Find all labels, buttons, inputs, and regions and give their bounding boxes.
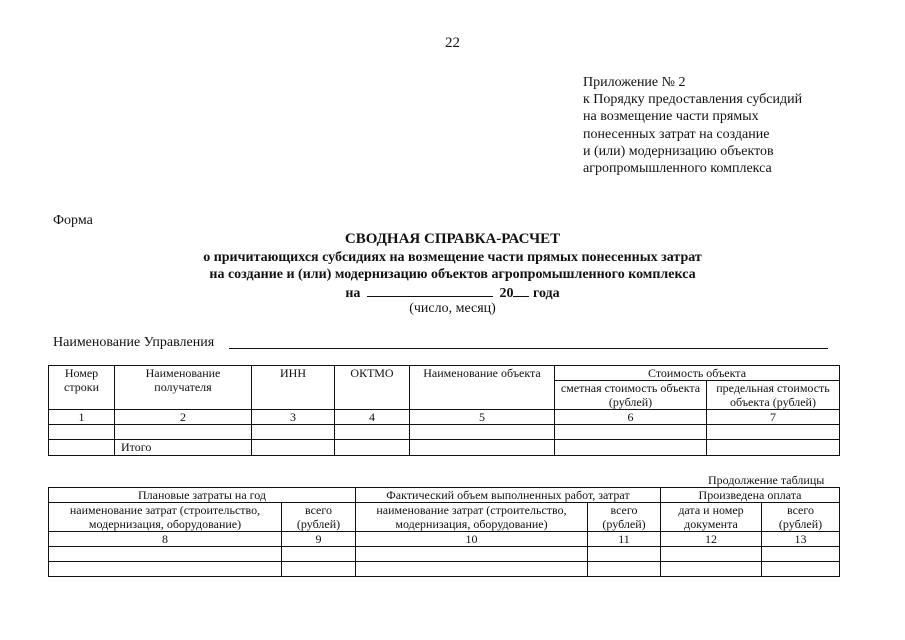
title-line-2: о причитающихся субсидиях на возмещение части прямых понесенных затрат <box>203 249 702 265</box>
empty-cell[interactable] <box>588 562 661 577</box>
column-number: 9 <box>282 532 356 547</box>
column-number: 12 <box>661 532 762 547</box>
empty-cell[interactable] <box>762 562 840 577</box>
date-subcaption: (число, месяц) <box>409 301 496 316</box>
empty-cell[interactable] <box>661 562 762 577</box>
header-total-paid: всего (рублей) <box>762 503 840 532</box>
empty-cell[interactable] <box>282 562 356 577</box>
table-row <box>49 425 840 440</box>
appendix-line: к Порядку предоставления субсидий <box>583 92 803 108</box>
empty-cell[interactable] <box>49 440 115 456</box>
column-number: 4 <box>335 410 410 425</box>
header-object-cost: Стоимость объекта <box>555 366 840 381</box>
column-number: 7 <box>707 410 840 425</box>
costs-table <box>48 487 840 577</box>
column-number: 10 <box>356 532 588 547</box>
department-label: Наименование Управления <box>53 335 215 350</box>
header-paid: Произведена оплата <box>661 488 840 503</box>
empty-cell[interactable] <box>335 440 410 456</box>
header-actual: Фактический объем выполненных работ, затрат <box>356 488 661 503</box>
empty-cell[interactable] <box>49 425 115 440</box>
header-recipient: Наименование получателя <box>115 366 252 410</box>
empty-cell[interactable] <box>335 425 410 440</box>
column-number: 2 <box>115 410 252 425</box>
appendix-line: понесенных затрат на создание <box>583 126 770 142</box>
empty-cell[interactable] <box>410 425 555 440</box>
column-number: 3 <box>252 410 335 425</box>
empty-cell[interactable] <box>707 425 840 440</box>
header-row-number: Номер строки <box>49 366 115 410</box>
empty-cell[interactable] <box>555 425 707 440</box>
header-total-actual: всего (рублей) <box>588 503 661 532</box>
header-total-planned: всего (рублей) <box>282 503 356 532</box>
title-date-line <box>0 284 905 303</box>
empty-cell[interactable] <box>252 425 335 440</box>
empty-cell[interactable] <box>282 547 356 562</box>
empty-cell[interactable] <box>115 425 252 440</box>
subsidy-table <box>48 365 840 456</box>
column-number: 11 <box>588 532 661 547</box>
column-number: 6 <box>555 410 707 425</box>
appendix-line: агропромышленного комплекса <box>583 161 772 177</box>
empty-cell[interactable] <box>49 547 282 562</box>
year-blank-field[interactable] <box>513 284 529 297</box>
department-row <box>53 335 828 351</box>
header-object-name: Наименование объекта <box>410 366 555 410</box>
column-number: 5 <box>410 410 555 425</box>
empty-cell[interactable] <box>588 547 661 562</box>
empty-cell[interactable] <box>356 547 588 562</box>
total-row <box>49 440 840 456</box>
column-number: 13 <box>762 532 840 547</box>
appendix-header <box>583 74 802 177</box>
empty-cell[interactable] <box>555 440 707 456</box>
date-prefix: на <box>345 285 361 301</box>
header-estimated-cost: сметная стоимость объекта (рублей) <box>555 381 707 410</box>
header-planned: Плановые затраты на год <box>49 488 356 503</box>
continuation-label: Продолжение таблицы <box>708 473 825 487</box>
appendix-line: Приложение № 2 <box>583 75 686 90</box>
appendix-line: и (или) модернизацию объектов <box>583 143 774 159</box>
title-line-3: на создание и (или) модернизацию объектов агропромышленного комплекса <box>209 267 696 283</box>
department-blank-field[interactable] <box>229 348 828 349</box>
title-main: СВОДНАЯ СПРАВКА-РАСЧЕТ <box>344 231 561 247</box>
empty-cell[interactable] <box>707 440 840 456</box>
appendix-line: на возмещение части прямых <box>583 109 759 125</box>
date-year: 20 <box>499 285 514 301</box>
date-suffix: года <box>532 285 560 301</box>
document-title <box>0 231 905 302</box>
total-label: Итого <box>115 440 252 456</box>
table-row <box>49 562 840 577</box>
header-max-cost: предельная стоимость объекта (рублей) <box>707 381 840 410</box>
header-oktmo: ОКТМО <box>335 366 410 410</box>
header-cost-name-planned: наименование затрат (строительство, модернизация, оборудование) <box>49 503 282 532</box>
empty-cell[interactable] <box>356 562 588 577</box>
table-row <box>49 547 840 562</box>
header-inn: ИНН <box>252 366 335 410</box>
empty-cell[interactable] <box>762 547 840 562</box>
header-cost-name-actual: наименование затрат (строительство, модернизация, оборудование) <box>356 503 588 532</box>
empty-cell[interactable] <box>252 440 335 456</box>
form-label: Форма <box>53 213 93 228</box>
date-blank-field[interactable] <box>367 284 493 297</box>
column-number: 1 <box>49 410 115 425</box>
header-doc-date-number: дата и номер документа <box>661 503 762 532</box>
empty-cell[interactable] <box>410 440 555 456</box>
empty-cell[interactable] <box>49 562 282 577</box>
column-number: 8 <box>49 532 282 547</box>
empty-cell[interactable] <box>661 547 762 562</box>
page-number: 22 <box>445 35 460 51</box>
